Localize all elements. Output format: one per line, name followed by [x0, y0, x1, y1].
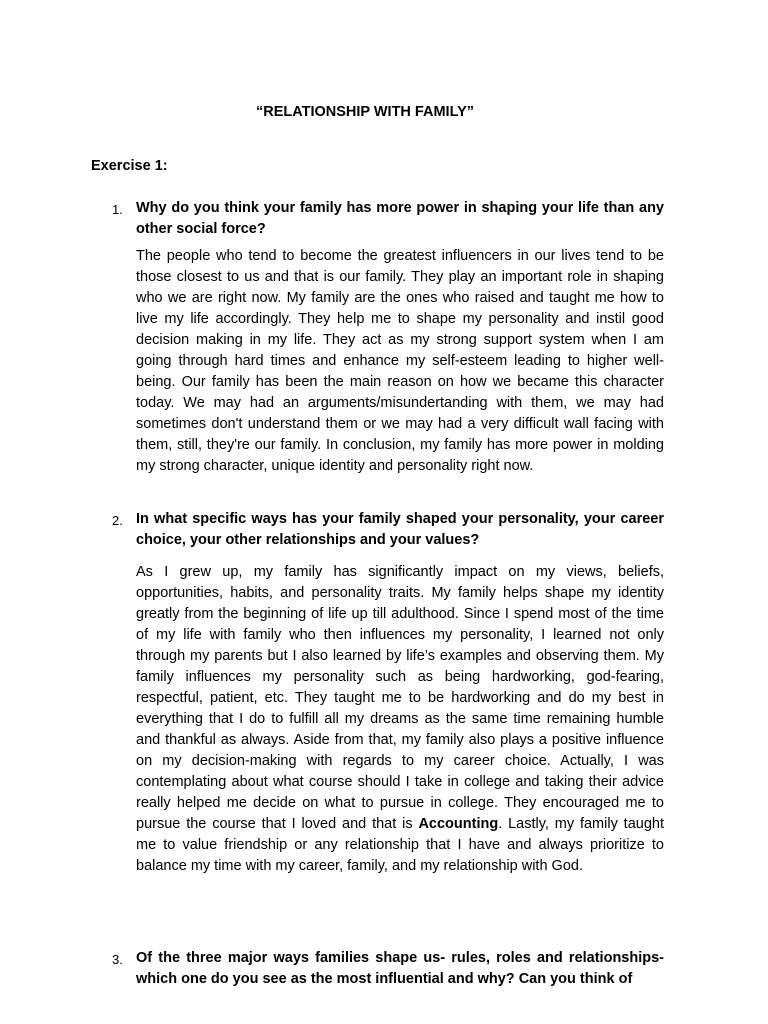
- item-number: 3.: [112, 952, 123, 967]
- document-title: “RELATIONSHIP WITH FAMILY”: [255, 104, 475, 120]
- answer-2: [136, 562, 664, 877]
- exercise-heading: Exercise 1:: [91, 158, 168, 174]
- question-1: Why do you think your family has more power in shaping your life than any other social force?: [136, 200, 664, 237]
- item-number: 1.: [112, 202, 123, 217]
- question-2: In what specific ways has your family shaped your personality, your career choice, your other relationships and your values?: [136, 511, 664, 548]
- answer-1: The people who tend to become the greatest influencers in our lives tend to be those closest to us and that is our family. They play an important role in shaping who we are right now. My family are the ones who raised and taught me how to live my life accordingly. They help me to shape my personality and instil good decision making in my life. They act as my strong support system when I am going through hard times and enhance my self-esteem leading to higher well-being. Our family has been the main reason on how we became this character today. We may had an arguments/misundertanding with them, we may had sometimes don't understand them or we may had a very difficult wall facing with them, still, they're our family. In conclusion, my family has more power in molding my strong character, unique identity and personality right now.: [136, 248, 664, 474]
- item-number: 2.: [112, 513, 123, 528]
- answer-2-bold-term: Accounting: [418, 816, 499, 832]
- question-3: Of the three major ways families shape us- rules, roles and relationships- which one do you see as the most influential and why? Can you think of: [136, 950, 664, 987]
- answer-2-text-a: As I grew up, my family has significantly impact on my views, beliefs, opportunities, habits, and personality traits. My family helps shape my identity greatly from the beginning of life up till adulthood. Since I spend most of the time of my life with family who then influences my personality, I learned not only through my parents but I also learned by life’s examples and observing them. My family influences my personality such as being hardworking, god-fearing, respectful, patient, etc. They taught me to be hardworking and do my best in everything that I do to fulfill all my dreams as the same time remaining humble and thankful as always. Aside from that, my family also plays a positive influence on my decision-making with regards to my career choice. Actually, I was contemplating about what course should I take in college and taking their advice really helped me decide on what to pursue in college. They encouraged me to pursue the course that I loved and that is: [136, 564, 664, 832]
- answer-2-text-b: . Lastly, my family taught me to value friendship or any relationship that I have and always prioritize to balance my time with my career, family, and my relationship with God.: [136, 816, 664, 874]
